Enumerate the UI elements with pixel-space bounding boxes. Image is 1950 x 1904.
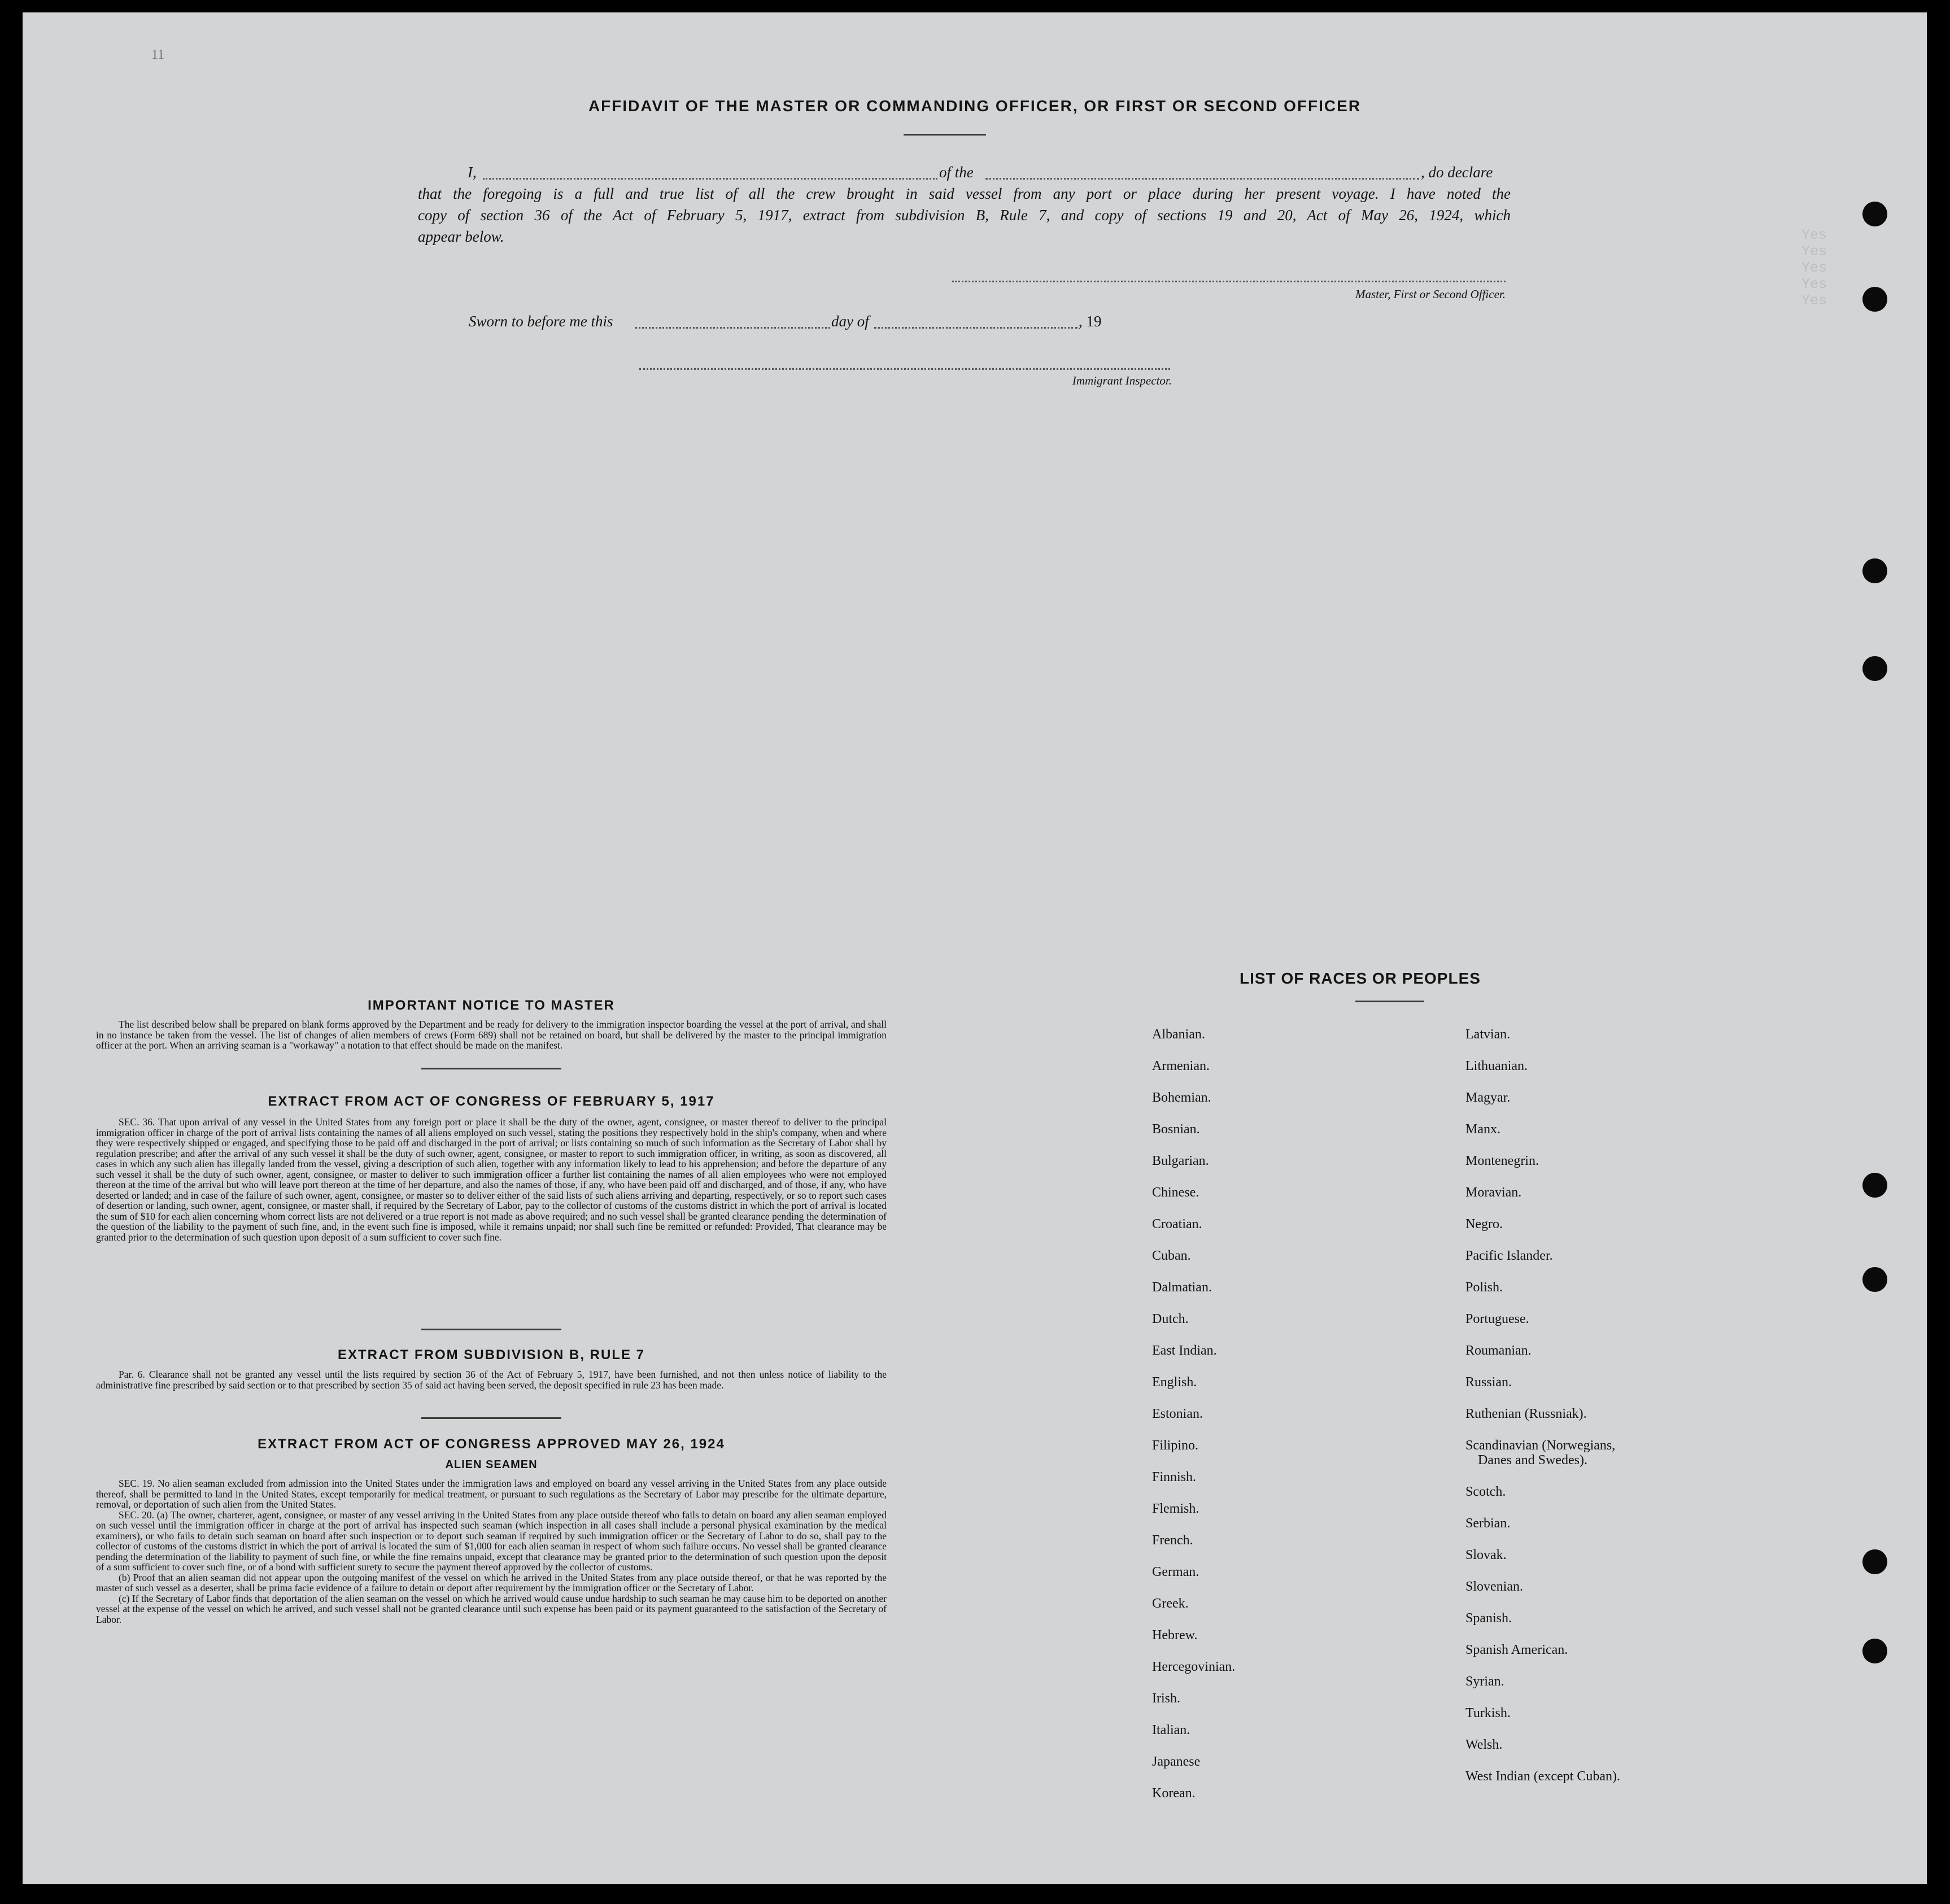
name-blank bbox=[483, 178, 937, 180]
race-item: Italian. bbox=[1152, 1723, 1190, 1737]
race-item: Polish. bbox=[1465, 1280, 1503, 1295]
race-item: Irish. bbox=[1152, 1691, 1180, 1706]
section-rule-2 bbox=[421, 1329, 561, 1330]
race-item: Korean. bbox=[1152, 1786, 1196, 1801]
punch-hole bbox=[1862, 656, 1887, 681]
affidavit-of-the: of the bbox=[939, 164, 974, 181]
race-item: Greek. bbox=[1152, 1596, 1189, 1611]
punch-hole bbox=[1862, 558, 1887, 583]
race-item: Dutch. bbox=[1152, 1312, 1189, 1326]
races-rule bbox=[1355, 1001, 1424, 1002]
sworn-month-blank bbox=[874, 327, 1077, 329]
extract-rule7-text: Par. 6. Clearance shall not be granted any vessel until the lists required by section 36 of the Act of February 5, 1917, have been furnished, and not then unless notice of liability to the administrative fine prescribed by said section or to that prescribed by section 35 of said act having been served, the deposit specified in rule 23 has been made. bbox=[96, 1369, 887, 1391]
title-rule bbox=[904, 134, 986, 136]
master-signature-line bbox=[952, 281, 1506, 282]
affidavit-i: I, bbox=[468, 164, 477, 181]
affidavit-declare: , do declare bbox=[1421, 164, 1493, 181]
race-item: Pacific Islander. bbox=[1465, 1248, 1553, 1263]
notice-text: The list described below shall be prepared on blank forms approved by the Department and be ready for delivery to the immigration inspector boarding the vessel at the port of arrival, and shall in no instance be taken from the vessel. The list of changes of alien members of crews (Form 689) shall not be retained on board, but shall be delivered by the master to the principal immigration officer at the port. When an arriving seaman is a "workaway" a notation to that effect should be made on the manifest. bbox=[96, 1019, 887, 1051]
race-item: Spanish American. bbox=[1465, 1643, 1568, 1657]
sworn-prefix: Sworn to before me this bbox=[469, 313, 613, 330]
vessel-blank bbox=[985, 178, 1419, 180]
notice-title: IMPORTANT NOTICE TO MASTER bbox=[368, 998, 615, 1013]
race-item: Portuguese. bbox=[1465, 1312, 1529, 1326]
section-rule-3 bbox=[421, 1417, 561, 1419]
inspector-signature-line bbox=[639, 368, 1170, 370]
race-item: Ruthenian (Russniak). bbox=[1465, 1407, 1587, 1421]
punch-hole bbox=[1862, 1173, 1887, 1198]
extract-1924-title: EXTRACT FROM ACT OF CONGRESS APPROVED MAY 26, 1924 bbox=[258, 1436, 725, 1452]
master-signature-label: Master, First or Second Officer. bbox=[1355, 287, 1506, 301]
race-item: Finnish. bbox=[1152, 1470, 1197, 1484]
extract-1917-title: EXTRACT FROM ACT OF CONGRESS OF FEBRUARY 5, 1917 bbox=[268, 1094, 715, 1109]
race-item: Moravian. bbox=[1465, 1185, 1522, 1200]
race-item: Bulgarian. bbox=[1152, 1154, 1209, 1168]
corner-mark: 11 bbox=[151, 47, 165, 62]
punch-hole bbox=[1862, 1267, 1887, 1292]
race-item: East Indian. bbox=[1152, 1343, 1217, 1358]
race-item: Manx. bbox=[1465, 1122, 1500, 1137]
race-item: Slovenian. bbox=[1465, 1579, 1523, 1594]
race-item: Hebrew. bbox=[1152, 1628, 1198, 1643]
extract-1917-text: SEC. 36. That upon arrival of any vessel in the United States from any foreign port or place it shall be the duty of the owner, agent, consignee, or master thereof to deliver to the principal immigration officer in charge of the port of arrival lists containing the names of all aliens employed on such vessel, stating the positions they respectively hold in the ship's company, when and where they were respectively shipped or engaged, and specifying those to be paid off and discharged in the port of arrival; or lists containing so much of such information as the Secretary of Labor shall by regulation prescribe; and after the arrival of any such vessel it shall be the duty of such owner, agent, consignee, or master to report to such immigration officer, in writing, as soon as discovered, all cases in which any such alien has illegally landed from the vessel, giving a description of such alien, together with any information likely to lead to his apprehension; and before the departure of any such vessel it shall be the duty of such owner, agent, consignee, or master to deliver to such immigration officer a further list containing the names of all alien employees who were not employed thereon at the time of the arrival but who will leave port thereon at the time of her departure, and also the names of those, if any, who have been paid off and discharged, and of those, if any, who have deserted or landed; and in case of the failure of such owner, agent, consignee, or master so to deliver either of the said lists of such aliens arriving and departing, respectively, or so to report such cases of desertion or landing, such owner, agent, consignee, or master shall, if required by the Secretary of Labor, pay to the collector of customs of the customs district in which the port of arrival is located the sum of $10 for each alien concerning whom correct lists are not delivered or a true report is not made as above required; and no such vessel shall be granted clearance pending the determination of the question of the liability to the payment of such fine, and, in the event such fine is imposed, while it remains unpaid; nor shall such fine be remitted or refunded: Provided, That clearance may be granted prior to the determination of such question upon deposit of a sum sufficient to cover such fine. bbox=[96, 1116, 887, 1243]
race-item: Welsh. bbox=[1465, 1737, 1503, 1752]
race-item: Bohemian. bbox=[1152, 1090, 1211, 1105]
race-item: German. bbox=[1152, 1565, 1199, 1579]
race-item: Filipino. bbox=[1152, 1438, 1199, 1453]
race-item: Montenegrin. bbox=[1465, 1154, 1539, 1168]
document-page bbox=[23, 12, 1927, 1884]
affidavit-line-4: appear below. bbox=[418, 228, 504, 245]
race-item: Spanish. bbox=[1465, 1611, 1512, 1626]
race-item: Serbian. bbox=[1465, 1516, 1511, 1531]
extract-rule7-title: EXTRACT FROM SUBDIVISION B, RULE 7 bbox=[337, 1347, 645, 1363]
bleed-through: Yes Yes Yes Yes Yes bbox=[1801, 227, 1827, 309]
punch-hole bbox=[1862, 202, 1887, 226]
race-item: Magyar. bbox=[1465, 1090, 1511, 1105]
affidavit-line-2: that the foregoing is a full and true list of all the crew brought in said vessel from any port or place during her present voyage. I have noted the bbox=[418, 185, 1511, 202]
race-item: Scandinavian (Norwegians, bbox=[1465, 1438, 1616, 1453]
section-rule-1 bbox=[421, 1068, 561, 1069]
race-item: English. bbox=[1152, 1375, 1197, 1390]
races-title: LIST OF RACES OR PEOPLES bbox=[1240, 970, 1481, 987]
race-item: Cuban. bbox=[1152, 1248, 1191, 1263]
race-item: Latvian. bbox=[1465, 1027, 1511, 1042]
inspector-label: Immigrant Inspector. bbox=[1072, 374, 1172, 387]
race-item: Dalmatian. bbox=[1152, 1280, 1212, 1295]
race-item: Slovak. bbox=[1465, 1548, 1507, 1562]
race-item: Chinese. bbox=[1152, 1185, 1199, 1200]
race-item: Bosnian. bbox=[1152, 1122, 1200, 1137]
punch-hole bbox=[1862, 1549, 1887, 1574]
race-item: Syrian. bbox=[1465, 1674, 1504, 1689]
race-item: Scotch. bbox=[1465, 1484, 1506, 1499]
race-item: Russian. bbox=[1465, 1375, 1512, 1390]
race-item: Hercegovinian. bbox=[1152, 1660, 1236, 1674]
race-item: Japanese bbox=[1152, 1754, 1201, 1769]
race-item: Roumanian. bbox=[1465, 1343, 1532, 1358]
race-item: Turkish. bbox=[1465, 1706, 1511, 1720]
race-item: West Indian (except Cuban). bbox=[1465, 1769, 1620, 1784]
sworn-day-blank bbox=[635, 327, 830, 329]
punch-hole bbox=[1862, 287, 1887, 312]
race-item: Lithuanian. bbox=[1465, 1059, 1528, 1073]
race-item: French. bbox=[1152, 1533, 1193, 1548]
race-item: Albanian. bbox=[1152, 1027, 1205, 1042]
race-item: Croatian. bbox=[1152, 1217, 1202, 1232]
sworn-year: , 19 bbox=[1079, 313, 1102, 330]
race-item: Armenian. bbox=[1152, 1059, 1210, 1073]
extract-1924-subtitle: ALIEN SEAMEN bbox=[445, 1458, 538, 1471]
race-item: Estonian. bbox=[1152, 1407, 1203, 1421]
race-item: Flemish. bbox=[1152, 1501, 1199, 1516]
race-item-continuation: Danes and Swedes). bbox=[1478, 1453, 1587, 1468]
extract-1924-text: SEC. 19. No alien seaman excluded from admission into the United States under the immigration laws and employed on board any vessel arriving in the United States from any place outside thereof, shall be permitted to land in the United States, except temporarily for medical treatment, or pursuant to such regulations as the Secretary of Labor may prescribe for the ultimate departure, removal, or deportation of such alien from the United States. SEC. 20. (a) The owner, charterer, agent, consignee, or master of any vessel arriving in the United States from any place outside thereof who fails to detain on board any alien seaman employed on such vessel until the immigration officer in charge at the port of arrival has inspected such seaman (which inspection in all cases shall include a personal physical examination by the medical examiners), or who fails to detain such seaman on board after such inspection or to deport such seaman if required by such immigration officer or the Secretary of Labor to do so, shall pay to the collector of customs of the customs district in which the port of arrival is located the sum of $1,000 for each alien seaman in respect of whom such failure occurs. No vessel shall be granted clearance pending the determination of the liability to payment of such fine, or while the fine remains unpaid, except that clearance may be granted prior to the determination of such question upon the deposit of a sum sufficient to cover such fine, or of a bond with sufficient surety to secure the payment thereof approved by the collector of customs. (b) Proof that an alien seaman did not appear upon the outgoing manifest of the vessel on which he arrived in the United States from any place outside thereof, or that he was reported by the master of such vessel as a deserter, shall be prima facie evidence of a failure to detain or deport after requirement by the immigration officer or the Secretary of Labor. (c) If the Secretary of Labor finds that deportation of the alien seaman on the vessel on which he arrived would cause undue hardship to such seaman he may cause him to be deported on another vessel at the expense of the vessel on which he arrived, and such vessel shall not be granted clearance until such expense has been paid or its payment guaranteed to the satisfaction of the Secretary of Labor. bbox=[96, 1478, 887, 1625]
punch-hole bbox=[1862, 1639, 1887, 1663]
race-item: Negro. bbox=[1465, 1217, 1503, 1232]
affidavit-title: AFFIDAVIT OF THE MASTER OR COMMANDING OFFICER, OR FIRST OR SECOND OFFICER bbox=[588, 97, 1362, 115]
affidavit-line-3: copy of section 36 of the Act of February 5, 1917, extract from subdivision B, Rule 7, and copy of sections 19 and 20, Act of May 26, 1924, which bbox=[418, 207, 1511, 224]
sworn-day-of: day of bbox=[831, 313, 869, 330]
